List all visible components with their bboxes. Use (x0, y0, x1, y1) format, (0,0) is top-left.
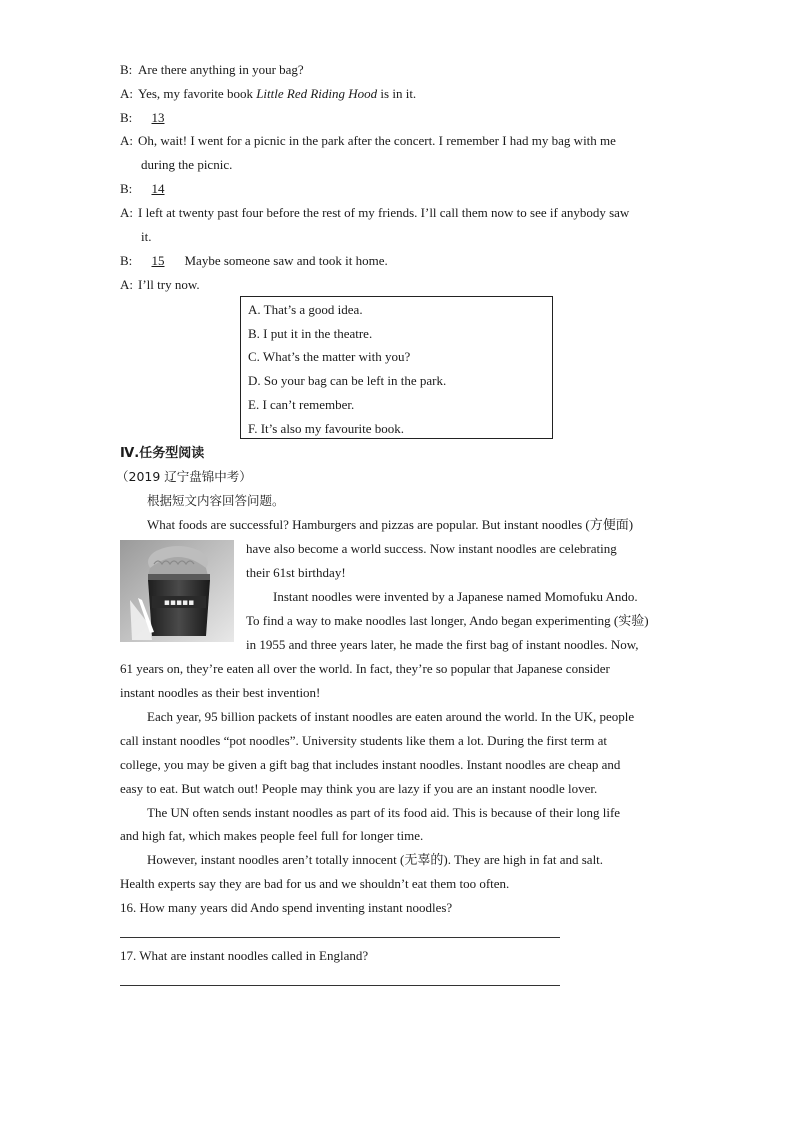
dialogue-text: Yes, my favorite book (138, 86, 257, 101)
passage-line: and high fat, which makes people feel full for longer time. (120, 828, 424, 843)
speaker: A: (120, 277, 133, 292)
options-box (240, 296, 553, 439)
book-title: Little Red Riding Hood (256, 86, 378, 101)
dialogue-line (120, 277, 200, 293)
answer-line-17[interactable] (120, 985, 560, 986)
passage-line: college, you may be given a gift bag that includes instant noodles. Instant noodles are cheap and (120, 757, 621, 772)
option-c: C. What’s the matter with you? (248, 349, 411, 364)
passage-line: Instant noodles were invented by a Japanese named Momofuku Ando. (273, 589, 638, 604)
dialogue-line (120, 181, 178, 197)
passage-line: their 61st birthday! (246, 565, 346, 580)
speaker: A: (120, 86, 133, 101)
passage-line: 61 years on, they’re eaten all over the world. In fact, they’re so popular that Japanese consider (120, 661, 610, 676)
option-e: E. I can’t remember. (248, 397, 355, 412)
svg-text:▪▪▪▪▪: ▪▪▪▪▪ (163, 598, 195, 608)
instant-noodles-photo (120, 540, 234, 642)
option-f: F. It’s also my favourite book. (248, 421, 405, 436)
section-heading: Ⅳ.任务型阅读 (120, 446, 205, 461)
speaker: B: (120, 62, 133, 77)
dialogue-line-continued: it. (141, 229, 152, 244)
speaker: A: (120, 205, 133, 220)
passage-line: What foods are successful? Hamburgers and pizzas are popular. But instant noodles (方便面) (147, 517, 634, 532)
option-a: A. That’s a good idea. (248, 302, 363, 317)
speaker: B: (120, 181, 133, 196)
noodle-cup-image (120, 540, 234, 642)
dialogue-text: Are there anything in your bag? (138, 62, 304, 77)
section-source: （2019 辽宁盘锦中考） (116, 469, 252, 484)
answer-blank-15[interactable]: 15 (151, 253, 165, 268)
dialogue-line-continued: during the picnic. (141, 157, 233, 172)
dialogue-text: I’ll try now. (138, 277, 200, 292)
answer-blank-13[interactable]: 13 (151, 110, 165, 125)
passage-line: easy to eat. But watch out! People may think you are lazy if you are an instant noodle lover. (120, 781, 598, 796)
passage-line: To find a way to make noodles last longer, Ando began experimenting (实验) (246, 613, 649, 628)
answer-blank-14[interactable]: 14 (151, 181, 165, 196)
passage-line: Health experts say they are bad for us and we shouldn’t eat them too often. (120, 876, 510, 891)
dialogue-line (120, 62, 304, 78)
passage-line: The UN often sends instant noodles as part of its food aid. This is because of their long life (147, 805, 621, 820)
passage-line: have also become a world success. Now instant noodles are celebrating (246, 541, 617, 556)
section-instruction: 根据短文内容回答问题。 (147, 493, 285, 508)
question-16: 16. How many years did Ando spend inventing instant noodles? (120, 900, 453, 915)
speaker: A: (120, 133, 133, 148)
option-b: B. I put it in the theatre. (248, 326, 373, 341)
passage-line: However, instant noodles aren’t totally innocent (无辜的). They are high in fat and salt. (147, 852, 604, 867)
passage-line: in 1955 and three years later, he made the first bag of instant noodles. Now, (246, 637, 639, 652)
answer-line-16[interactable] (120, 937, 560, 938)
dialogue-text: I left at twenty past four before the rest of my friends. I’ll call them now to see if anybody saw (138, 205, 630, 220)
passage-line: call instant noodles “pot noodles”. University students like them a lot. During the first term at (120, 733, 608, 748)
dialogue-line (120, 86, 416, 102)
dialogue-line (120, 253, 388, 269)
speaker: B: (120, 110, 133, 125)
dialogue-text: is in it. (377, 86, 417, 101)
passage-line: instant noodles as their best invention! (120, 685, 321, 700)
question-17: 17. What are instant noodles called in England? (120, 948, 369, 963)
dialogue-line (120, 133, 616, 149)
speaker: B: (120, 253, 133, 268)
option-d: D. So your bag can be left in the park. (248, 373, 447, 388)
dialogue-text: Maybe someone saw and took it home. (184, 253, 388, 268)
dialogue-line (120, 110, 178, 126)
passage-line: Each year, 95 billion packets of instant noodles are eaten around the world. In the UK, people (147, 709, 635, 724)
dialogue-line (120, 205, 629, 221)
dialogue-text: Oh, wait! I went for a picnic in the park after the concert. I remember I had my bag with me (138, 133, 616, 148)
